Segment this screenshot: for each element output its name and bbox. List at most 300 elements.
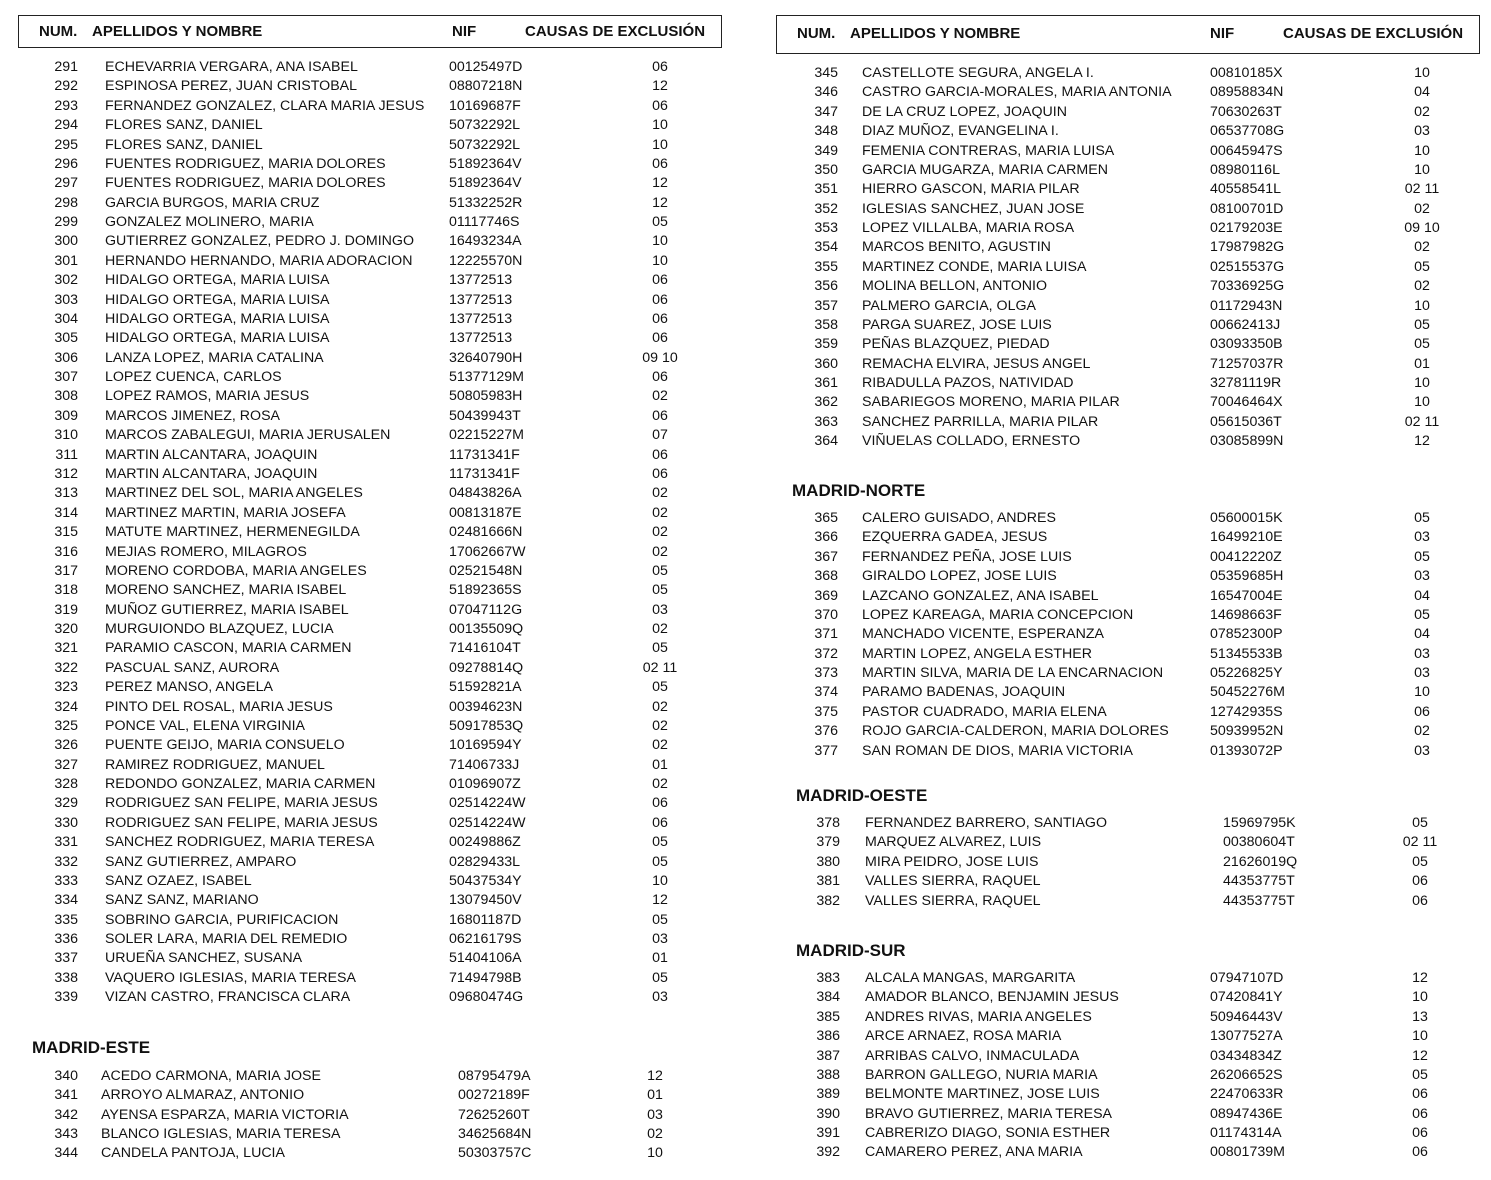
row-causes: 06 (652, 465, 668, 482)
table-row (760, 1105, 1480, 1124)
row-name: EZQUERRA GADEA, JESUS (862, 529, 1048, 546)
row-nif: 26206652S (1210, 1066, 1283, 1083)
table-row (760, 664, 1480, 683)
row-nif: 10169687F (449, 97, 521, 114)
row-name: REMACHA ELVIRA, JESUS ANGEL (862, 355, 1091, 372)
row-nif: 11731341F (449, 446, 520, 463)
row-nif: 51592821A (449, 679, 522, 696)
row-causes: 12 (652, 892, 668, 909)
table-row (0, 271, 720, 290)
table-row (0, 756, 720, 775)
table-row (760, 161, 1480, 180)
table-row (0, 1144, 720, 1163)
row-num: 359 (814, 336, 838, 353)
row-causes: 06 (1412, 1144, 1428, 1161)
row-name: FEMENIA CONTRERAS, MARIA LUISA (862, 142, 1115, 159)
row-name: LOPEZ CUENCA, CARLOS (105, 369, 282, 386)
row-num: 331 (54, 834, 78, 851)
row-causes: 05 (652, 640, 668, 657)
table-row (0, 853, 720, 872)
row-name: BRAVO GUTIERREZ, MARIA TERESA (865, 1105, 1113, 1122)
row-num: 385 (816, 1008, 840, 1025)
row-causes: 02 (1414, 239, 1430, 256)
row-causes: 02 (652, 524, 668, 541)
row-num: 332 (54, 853, 78, 870)
row-name: SOBRINO GARCIA, PURIFICACION (105, 911, 339, 928)
row-nif: 08958834N (1210, 84, 1284, 101)
row-nif: 50439943T (449, 407, 521, 424)
row-name: FUENTES RODRIGUEZ, MARIA DOLORES (105, 175, 386, 192)
table-row (760, 297, 1480, 316)
table-row (0, 426, 720, 445)
row-nif: 71406733J (449, 756, 520, 773)
row-nif: 01117746S (449, 214, 520, 231)
table-row (0, 213, 720, 232)
row-nif: 02481666N (449, 524, 523, 541)
row-num: 390 (816, 1105, 840, 1122)
row-name: MATUTE MARTINEZ, HERMENEGILDA (105, 524, 360, 541)
row-nif: 00135509Q (449, 621, 524, 638)
row-num: 382 (816, 892, 840, 909)
table-row (760, 1085, 1480, 1104)
row-num: 328 (54, 776, 78, 793)
row-name: RODRIGUEZ SAN FELIPE, MARIA JESUS (105, 795, 378, 812)
row-name: LOPEZ RAMOS, MARIA JESUS (105, 388, 310, 405)
row-nif: 70336925G (1210, 278, 1285, 295)
row-nif: 05226825Y (1210, 665, 1283, 682)
row-num: 317 (54, 562, 78, 579)
table-row (0, 58, 720, 77)
row-num: 388 (816, 1066, 840, 1083)
table-row (0, 291, 720, 310)
row-name: GARCIA BURGOS, MARIA CRUZ (105, 194, 320, 211)
row-name: LAZCANO GONZALEZ, ANA ISABEL (862, 587, 1099, 604)
row-num: 337 (54, 950, 78, 967)
row-name: MIRA PEIDRO, JOSE LUIS (865, 853, 1039, 870)
row-causes: 04 (1414, 587, 1430, 604)
row-causes: 02 (652, 717, 668, 734)
table-row (0, 698, 720, 717)
row-causes: 05 (1412, 815, 1428, 831)
row-nif: 09278814Q (449, 659, 524, 676)
table-row (0, 407, 720, 426)
row-causes: 09 10 (642, 349, 678, 366)
row-name: VIÑUELAS COLLADO, ERNESTO (862, 433, 1081, 450)
row-num: 326 (54, 737, 78, 754)
table-row (0, 833, 720, 852)
row-causes: 02 (647, 1125, 663, 1142)
row-nif: 09680474G (449, 989, 524, 1006)
row-num: 340 (54, 1068, 78, 1084)
row-num: 315 (54, 524, 78, 541)
row-causes: 10 (1414, 297, 1430, 314)
row-nif: 51892364V (449, 175, 522, 192)
row-causes: 06 (652, 369, 668, 386)
row-nif: 07420841Y (1210, 989, 1283, 1006)
row-num: 300 (54, 233, 78, 250)
row-causes: 05 (1412, 1066, 1428, 1083)
row-nif: 00662413J (1210, 316, 1281, 333)
row-causes: 03 (652, 931, 668, 948)
row-nif: 16801187D (449, 911, 522, 928)
row-nif: 32640790H (449, 349, 523, 366)
table-row (760, 277, 1480, 296)
row-causes: 03 (1414, 529, 1430, 546)
row-nif: 51377129M (449, 369, 524, 386)
row-num: 338 (54, 969, 78, 986)
row-name: RAMIREZ RODRIGUEZ, MANUEL (105, 756, 325, 773)
row-num: 302 (54, 272, 78, 289)
row-name: VIZAN CASTRO, FRANCISCA CLARA (105, 989, 351, 1006)
row-num: 294 (54, 117, 78, 134)
row-nif: 17062667W (449, 543, 526, 560)
row-name: SANZ OZAEZ, ISABEL (105, 872, 252, 889)
table-row (0, 310, 720, 329)
row-num: 383 (816, 970, 840, 986)
row-num: 380 (816, 853, 840, 870)
row-nif: 03085899N (1210, 433, 1284, 450)
section-title-madrid-oeste: MADRID-OESTE (796, 786, 928, 805)
row-name: CAMARERO PEREZ, ANA MARIA (865, 1144, 1083, 1161)
row-name: MARTIN ALCANTARA, JOAQUIN (105, 465, 318, 482)
row-causes: 06 (1412, 1125, 1428, 1142)
row-name: DIAZ MUÑOZ, EVANGELINA I. (862, 123, 1059, 140)
row-causes: 06 (1412, 1105, 1428, 1122)
row-name: LANZA LOPEZ, MARIA CATALINA (105, 349, 324, 366)
row-nif: 02829433L (449, 853, 521, 870)
row-nif: 70046464X (1210, 394, 1283, 411)
table-row (760, 1143, 1480, 1162)
row-nif: 13772513 (449, 330, 513, 347)
row-nif: 50939952N (1210, 723, 1284, 740)
table-row (760, 1047, 1480, 1066)
table-row (760, 122, 1480, 141)
table-row (760, 432, 1480, 451)
row-name: SABARIEGOS MORENO, MARIA PILAR (862, 394, 1120, 411)
row-name: ROJO GARCIA-CALDERON, MARIA DOLORES (862, 723, 1169, 740)
table-row (0, 465, 720, 484)
row-name: ALCALA MANGAS, MARGARITA (865, 970, 1076, 986)
table-header-left (18, 15, 722, 48)
row-num: 370 (814, 606, 838, 623)
row-causes: 10 (652, 136, 668, 153)
row-name: MARTINEZ MARTIN, MARIA JOSEFA (105, 504, 346, 521)
row-num: 322 (54, 659, 78, 676)
row-num: 348 (814, 123, 838, 140)
row-nif: 00813187E (449, 504, 522, 521)
row-nif: 07047112G (449, 601, 523, 618)
row-nif: 16547004E (1210, 587, 1283, 604)
row-causes: 01 (1414, 355, 1430, 372)
row-num: 308 (54, 388, 78, 405)
row-num: 378 (816, 815, 840, 831)
row-name: GONZALEZ MOLINERO, MARIA (105, 214, 314, 231)
row-name: PARGA SUAREZ, JOSE LUIS (862, 316, 1052, 333)
row-causes: 02 (652, 776, 668, 793)
row-nif: 02179203E (1210, 220, 1283, 237)
row-causes: 10 (1414, 65, 1430, 81)
row-causes: 05 (1414, 548, 1430, 565)
row-nif: 01096907Z (449, 776, 521, 793)
row-num: 353 (814, 220, 838, 237)
row-num: 365 (814, 510, 838, 526)
table-row (760, 64, 1480, 83)
row-name: PINTO DEL ROSAL, MARIA JESUS (105, 698, 333, 715)
row-causes: 10 (652, 872, 668, 889)
row-name: FLORES SANZ, DANIEL (105, 117, 263, 134)
row-name: BELMONTE MARTINEZ, JOSE LUIS (865, 1086, 1100, 1103)
row-causes: 05 (652, 582, 668, 599)
row-name: BARRON GALLEGO, NURIA MARIA (865, 1066, 1098, 1083)
row-nif: 50732292L (449, 136, 521, 153)
table-row (760, 606, 1480, 625)
row-nif: 12225570N (449, 252, 523, 269)
table-row (760, 683, 1480, 702)
row-causes: 02 (652, 388, 668, 405)
row-num: 379 (816, 834, 840, 851)
row-num: 346 (814, 84, 838, 101)
row-causes: 10 (652, 252, 668, 269)
row-nif: 02514224W (449, 814, 526, 831)
table-row (0, 581, 720, 600)
row-nif: 01393072P (1210, 742, 1283, 759)
row-name: GUTIERREZ GONZALEZ, PEDRO J. DOMINGO (105, 233, 414, 250)
row-name: ARROYO ALMARAZ, ANTONIO (101, 1087, 305, 1104)
table-row (760, 587, 1480, 606)
row-nif: 70630263T (1210, 103, 1282, 120)
row-num: 386 (816, 1028, 840, 1045)
row-causes: 03 (652, 601, 668, 618)
table-row (760, 703, 1480, 722)
row-nif: 02515537G (1210, 258, 1285, 275)
row-num: 354 (814, 239, 838, 256)
table-row (760, 316, 1480, 335)
row-nif: 51404106A (449, 950, 522, 967)
row-num: 321 (54, 640, 78, 657)
row-nif: 15969795K (1223, 815, 1296, 831)
row-num: 314 (54, 504, 78, 521)
row-nif: 50946443V (1210, 1008, 1283, 1025)
table-row (0, 77, 720, 96)
row-num: 323 (54, 679, 78, 696)
row-causes: 05 (652, 911, 668, 928)
row-name: SOLER LARA, MARIA DEL REMEDIO (105, 931, 348, 948)
table-row (0, 639, 720, 658)
row-num: 366 (814, 529, 838, 546)
row-num: 391 (816, 1125, 840, 1142)
table-row (0, 562, 720, 581)
row-name: VALLES SIERRA, RAQUEL (865, 892, 1041, 909)
row-causes: 10 (1414, 394, 1430, 411)
table-row (760, 83, 1480, 102)
row-nif: 71494798B (449, 969, 522, 986)
row-name: MANCHADO VICENTE, ESPERANZA (862, 626, 1105, 643)
row-name: HIDALGO ORTEGA, MARIA LUISA (105, 291, 330, 308)
table-row (760, 872, 1480, 891)
row-name: VALLES SIERRA, RAQUEL (865, 873, 1041, 890)
row-num: 335 (54, 911, 78, 928)
header-nif: NIF (452, 23, 477, 40)
row-causes: 06 (652, 407, 668, 424)
table-row (0, 136, 720, 155)
row-nif: 00645947S (1210, 142, 1283, 159)
row-num: 381 (816, 873, 840, 890)
row-nif: 02521548N (449, 562, 523, 579)
row-name: CASTRO GARCIA-MORALES, MARIA ANTONIA (862, 84, 1172, 101)
row-num: 358 (814, 316, 838, 333)
row-name: ARCE ARNAEZ, ROSA MARIA (865, 1028, 1062, 1045)
header-num: NUM. (797, 25, 836, 42)
row-name: MEJIAS ROMERO, MILAGROS (105, 543, 307, 560)
row-name: MARCOS BENITO, AGUSTIN (862, 239, 1051, 256)
row-name: MARTINEZ DEL SOL, MARIA ANGELES (105, 485, 363, 502)
row-causes: 05 (1412, 853, 1428, 870)
row-num: 316 (54, 543, 78, 560)
row-causes: 06 (1412, 892, 1428, 909)
table-row (0, 678, 720, 697)
header-causes: CAUSAS DE EXCLUSIÓN (525, 23, 706, 40)
table-row (0, 174, 720, 193)
row-causes: 12 (1414, 433, 1430, 450)
row-num: 347 (814, 103, 838, 120)
row-causes: 05 (652, 853, 668, 870)
row-name: MARQUEZ ALVAREZ, LUIS (865, 834, 1042, 851)
table-row (0, 484, 720, 503)
row-num: 324 (54, 698, 78, 715)
row-nif: 10169594Y (449, 737, 522, 754)
row-name: PEÑAS BLAZQUEZ, PIEDAD (862, 336, 1050, 353)
row-causes: 07 (652, 427, 668, 444)
row-name: HIERRO GASCON, MARIA PILAR (862, 181, 1080, 198)
table-row (760, 722, 1480, 741)
row-num: 352 (814, 200, 838, 217)
table-row (0, 969, 720, 988)
row-causes: 12 (647, 1068, 663, 1084)
section-title-madrid-sur: MADRID-SUR (796, 941, 906, 960)
row-causes: 10 (647, 1145, 663, 1162)
row-num: 375 (814, 703, 838, 720)
row-causes: 02 (652, 485, 668, 502)
table-row (760, 853, 1480, 872)
row-nif: 50437534Y (449, 872, 522, 889)
row-causes: 12 (1412, 1047, 1428, 1064)
row-num: 372 (814, 645, 838, 662)
row-nif: 17987982G (1210, 239, 1285, 256)
row-nif: 00412220Z (1210, 548, 1282, 565)
row-name: PUENTE GEIJO, MARIA CONSUELO (105, 737, 345, 754)
row-name: HIDALGO ORTEGA, MARIA LUISA (105, 272, 330, 289)
table-row (0, 717, 720, 736)
row-num: 325 (54, 717, 78, 734)
table-row (0, 446, 720, 465)
row-num: 336 (54, 931, 78, 948)
row-name: PALMERO GARCIA, OLGA (862, 297, 1036, 314)
row-num: 298 (54, 194, 78, 211)
row-causes: 10 (1414, 375, 1430, 392)
row-num: 299 (54, 214, 78, 231)
row-num: 327 (54, 756, 78, 773)
row-name: PONCE VAL, ELENA VIRGINIA (105, 717, 306, 734)
row-num: 333 (54, 872, 78, 889)
row-num: 360 (814, 355, 838, 372)
row-causes: 05 (652, 969, 668, 986)
section-title-madrid-norte: MADRID-NORTE (792, 481, 926, 500)
row-nif: 13077527A (1210, 1028, 1283, 1045)
row-nif: 13772513 (449, 291, 513, 308)
row-num: 389 (816, 1086, 840, 1103)
row-num: 361 (814, 375, 838, 392)
table-row (0, 872, 720, 891)
row-causes: 02 11 (642, 659, 678, 676)
header-num: NUM. (39, 23, 78, 40)
table-row (0, 116, 720, 135)
table-row (760, 142, 1480, 161)
row-num: 368 (814, 568, 838, 585)
row-name: HIDALGO ORTEGA, MARIA LUISA (105, 310, 330, 327)
table-row (0, 387, 720, 406)
row-causes: 05 (1414, 606, 1430, 623)
row-causes: 03 (647, 1106, 663, 1123)
section-title-madrid-este: MADRID-ESTE (32, 1038, 151, 1057)
row-num: 310 (54, 427, 78, 444)
table-row (760, 413, 1480, 432)
header-causes: CAUSAS DE EXCLUSIÓN (1283, 25, 1464, 42)
table-row (760, 335, 1480, 354)
row-name: DE LA CRUZ LOPEZ, JOAQUIN (862, 103, 1067, 120)
row-num: 309 (54, 407, 78, 424)
row-name: URUEÑA SANCHEZ, SUSANA (105, 950, 303, 967)
table-row (0, 155, 720, 174)
row-num: 374 (814, 684, 838, 701)
table-row (0, 1125, 720, 1144)
row-name: ARRIBAS CALVO, INMACULADA (865, 1047, 1080, 1064)
row-nif: 05615036T (1210, 413, 1282, 430)
table-row (760, 548, 1480, 567)
row-causes: 06 (652, 310, 668, 327)
row-causes: 05 (1414, 510, 1430, 526)
row-nif: 51332252R (449, 194, 523, 211)
row-causes: 02 (1414, 278, 1430, 295)
row-causes: 05 (652, 679, 668, 696)
table-row (760, 528, 1480, 547)
row-name: LOPEZ VILLALBA, MARIA ROSA (862, 220, 1075, 237)
row-nif: 34625684N (458, 1125, 532, 1142)
table-row (760, 625, 1480, 644)
row-num: 384 (816, 989, 840, 1006)
row-num: 341 (54, 1087, 78, 1104)
table-row (760, 238, 1480, 257)
row-nif: 06537708G (1210, 123, 1285, 140)
table-row (0, 1086, 720, 1105)
row-nif: 50917853Q (449, 717, 524, 734)
row-name: FERNANDEZ GONZALEZ, CLARA MARIA JESUS (105, 97, 425, 114)
row-nif: 32781119R (1210, 375, 1282, 392)
table-row (0, 620, 720, 639)
table-row (0, 814, 720, 833)
row-nif: 71257037R (1210, 355, 1284, 372)
row-nif: 02215227M (449, 427, 524, 444)
row-causes: 10 (652, 233, 668, 250)
table-row (0, 736, 720, 755)
row-causes: 06 (652, 814, 668, 831)
row-causes: 02 11 (1404, 413, 1440, 430)
row-causes: 06 (1414, 703, 1430, 720)
row-causes: 02 (1414, 723, 1430, 740)
row-nif: 03093350B (1210, 336, 1283, 353)
row-num: 362 (814, 394, 838, 411)
row-nif: 13772513 (449, 310, 513, 327)
row-name: FERNANDEZ PEÑA, JOSE LUIS (862, 548, 1072, 565)
